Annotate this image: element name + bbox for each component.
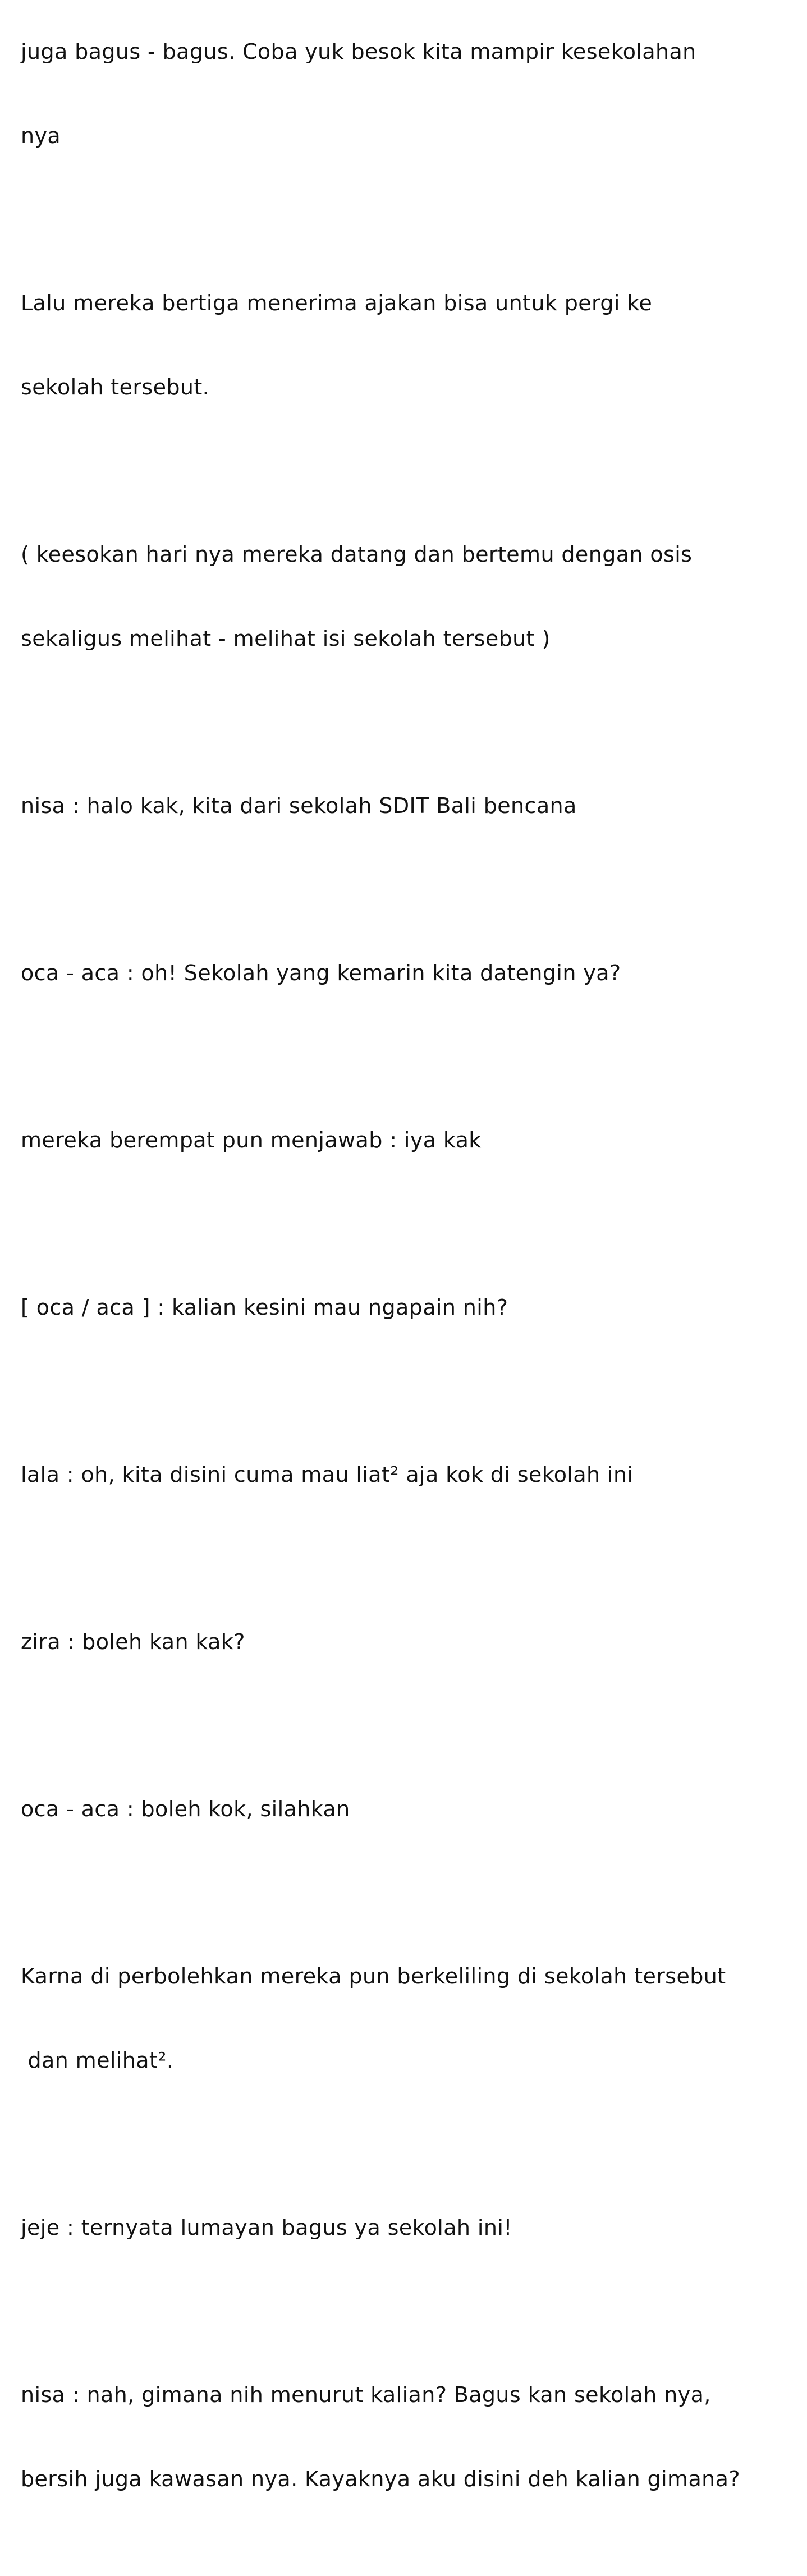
text-line: mereka berempat pun menjawab : iya kak	[21, 1128, 482, 1152]
paragraph-2	[21, 233, 795, 457]
dialogue-oca-aca-2	[21, 1237, 795, 1377]
text-line: nisa : nah, gimana nih menurut kalian? Bagus kan sekolah nya,	[21, 2382, 711, 2407]
dialogue-zira	[21, 1572, 795, 1712]
dialogue-nisa-2	[21, 2325, 795, 2549]
text-line: zira : boleh kan kak?	[21, 1629, 245, 1654]
text-line: oca - aca : boleh kok, silahkan	[21, 1797, 350, 1821]
text-line: sekolah tersebut.	[21, 375, 210, 400]
paragraph-3	[21, 484, 795, 709]
dialogue-jeje	[21, 2157, 795, 2298]
text-line: lala : oh, kita disini cuma mau liat² aja kok di sekolah ini	[21, 1462, 634, 1487]
text-line: ( keesokan hari nya mereka datang dan bertemu dengan osis	[21, 542, 693, 567]
text-line: Lalu mereka bertiga menerima ajakan bisa untuk pergi ke	[21, 291, 653, 315]
text-line: [ oca / aca ] : kalian kesini mau ngapain nih?	[21, 1295, 508, 1320]
text-line: juga bagus - bagus. Coba yuk besok kita mampir kesekolahan	[21, 39, 696, 64]
dialogue-nisa-1	[21, 736, 795, 876]
narration-walk	[21, 1906, 795, 2130]
text-line: nisa : halo kak, kita dari sekolah SDIT Bali bencana	[21, 793, 577, 818]
story-document	[21, 0, 795, 2576]
narration-answer	[21, 1070, 795, 1210]
text-line: Karna di perbolehkan mereka pun berkeliling di sekolah tersebut	[21, 1964, 726, 1989]
text-line: jeje : ternyata lumayan bagus ya sekolah ini!	[21, 2215, 512, 2240]
text-line: sekaligus melihat - melihat isi sekolah tersebut )	[21, 626, 551, 651]
paragraph-1	[21, 0, 795, 206]
text-line: nya	[21, 123, 61, 148]
text-line: bersih juga kawasan nya. Kayaknya aku disini deh kalian gimana?	[21, 2467, 740, 2491]
text-line: dan melihat².	[21, 2048, 174, 2073]
dialogue-oca-aca-1	[21, 903, 795, 1043]
text-line: oca - aca : oh! Sekolah yang kemarin kita datengin ya?	[21, 961, 621, 985]
dialogue-lala	[21, 1404, 795, 1545]
dialogue-oca-aca-3	[21, 1739, 795, 1879]
